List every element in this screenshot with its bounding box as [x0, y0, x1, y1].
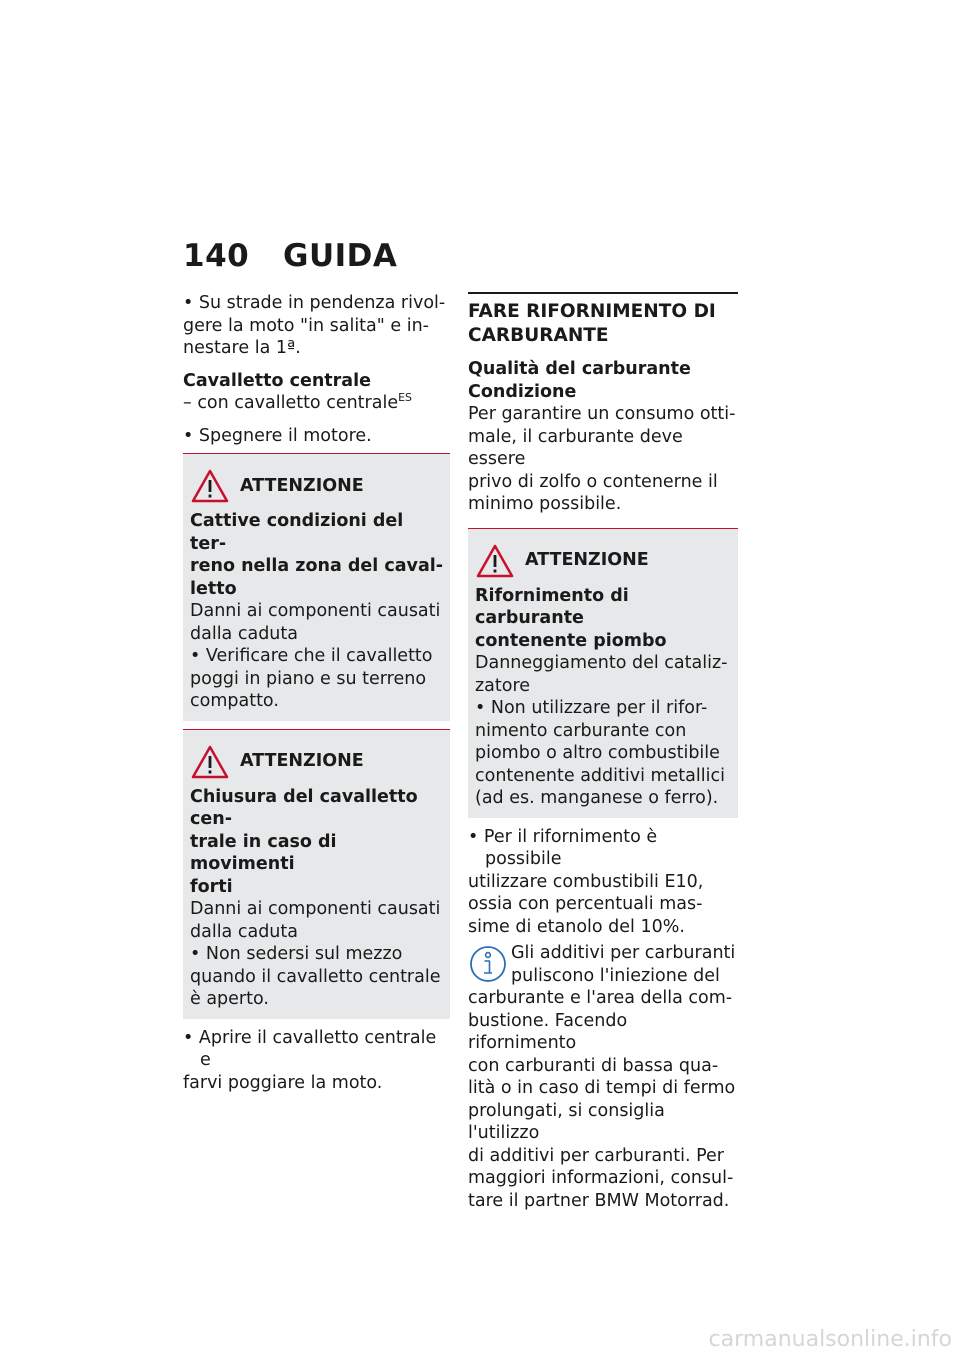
section-title: FARE RIFORNIMENTO DI CARBURANTE — [468, 292, 738, 348]
warning-title: ATTENZIONE — [525, 550, 649, 571]
warning-title: ATTENZIONE — [240, 475, 364, 496]
info-icon — [468, 944, 508, 984]
paragraph: Per garantire un consumo otti- male, il carburante deve essere privo di zolfo o contenerne il minimo possibile. — [468, 404, 736, 514]
list-item: • Spegnere il motore. — [183, 425, 372, 446]
condition-heading: Condizione — [468, 381, 577, 402]
list-item: • Aprire il cavalletto centrale e farvi poggiare la moto. — [183, 1027, 437, 1093]
condition-item: – con cavalletto centrale$^{ES}$ — [183, 391, 413, 413]
list-item: • Per il rifornimento è possibile utilizzare combustibili E10, ossia con percentuali mas- sime di etanolo del 10%. — [468, 826, 704, 937]
info-note: Gli additivi per carburanti puliscono l'iniezione del carburante e l'area della com- bustione. Facendo rifornimento con carburanti di bassa qua- lità o in caso di tempi di fermo prolungati, si consiglia l'utilizzo di additivi per carburanti. Per maggiori informazioni, consul- tare il partner BMW Motorrad. — [468, 943, 736, 1211]
left-column — [183, 292, 450, 1094]
equipment-code: ES — [398, 391, 413, 405]
warning-triangle-icon — [190, 468, 230, 504]
page-number: 140 — [183, 238, 250, 274]
warning-box: ATTENZIONE Chiusura del cavalletto cen- trale in caso di movimenti forti Danni ai componenti causati dalla caduta • Non sedersi sul mezzo quando il cavalletto centrale è aperto. — [183, 729, 450, 1019]
subsection-heading: Qualità del carburante — [468, 359, 691, 379]
chapter-title: GUIDA — [283, 238, 398, 274]
warning-box: ATTENZIONE Cattive condizioni del ter- reno nella zona del caval- letto Danni ai componenti causati dalla caduta • Verificare che il cavalletto poggi in piano e su terreno compatto. — [183, 453, 450, 721]
page-header — [183, 238, 397, 274]
list-item: • Su strade in pendenza rivol- gere la moto "in salita" e in- nestare la 1ª. — [183, 293, 446, 358]
warning-triangle-icon — [190, 744, 230, 780]
watermark: carmanualsonline.info — [708, 1327, 952, 1352]
section-heading: Cavalletto centrale — [183, 370, 371, 391]
right-column — [468, 292, 738, 1212]
warning-title: ATTENZIONE — [240, 751, 364, 772]
warning-triangle-icon — [475, 543, 515, 579]
warning-box: ATTENZIONE Rifornimento di carburante contenente piombo Danneggiamento del cataliz- zatore • Non utilizzare per il rifor- nimento carburante con piombo o altro combustibile contenente additivi metallici (ad es. manganese o ferro). — [468, 528, 738, 818]
